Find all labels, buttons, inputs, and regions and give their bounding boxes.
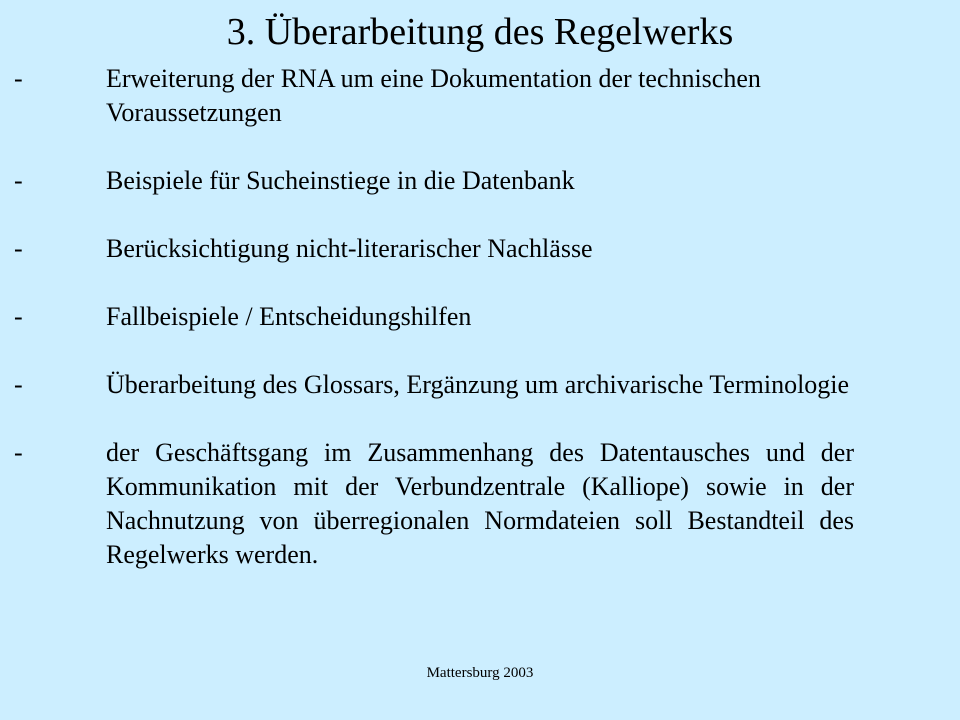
bullet-dash: - <box>14 64 23 93</box>
bullet-item <box>0 368 854 402</box>
bullet-item <box>0 164 854 198</box>
bullet-dash: - <box>14 302 23 331</box>
bullet-item <box>0 300 854 334</box>
bullet-dash: - <box>14 438 23 467</box>
slide-title: 3. Überarbeitung des Regelwerks <box>226 11 734 53</box>
bullet-text: Fallbeispiele / Entscheidungshilfen <box>106 302 472 331</box>
bullet-list <box>0 62 960 606</box>
bullet-text: der Geschäftsgang im Zusammenhang des Datentausches und der Kommunikation mit der Verbundzentrale (Kalliope) sowie in der Nachnutzung von überregionalen Normdateien soll Bestandteil des Regelwerks werden. <box>106 438 854 569</box>
bullet-text: Beispiele für Sucheinstiege in die Datenbank <box>106 166 575 195</box>
bullet-item <box>0 62 854 130</box>
bullet-text: Erweiterung der RNA um eine Dokumentation der technischen Voraussetzungen <box>106 64 761 127</box>
slide-footer: Mattersburg 2003 <box>426 665 534 681</box>
bullet-text: Überarbeitung des Glossars, Ergänzung um archivarische Terminologie <box>106 370 850 399</box>
bullet-item <box>0 436 854 572</box>
bullet-text: Berücksichtigung nicht-literarischer Nachlässe <box>106 234 593 263</box>
bullet-dash: - <box>14 370 23 399</box>
bullet-dash: - <box>14 166 23 195</box>
bullet-item <box>0 232 854 266</box>
bullet-dash: - <box>14 234 23 263</box>
